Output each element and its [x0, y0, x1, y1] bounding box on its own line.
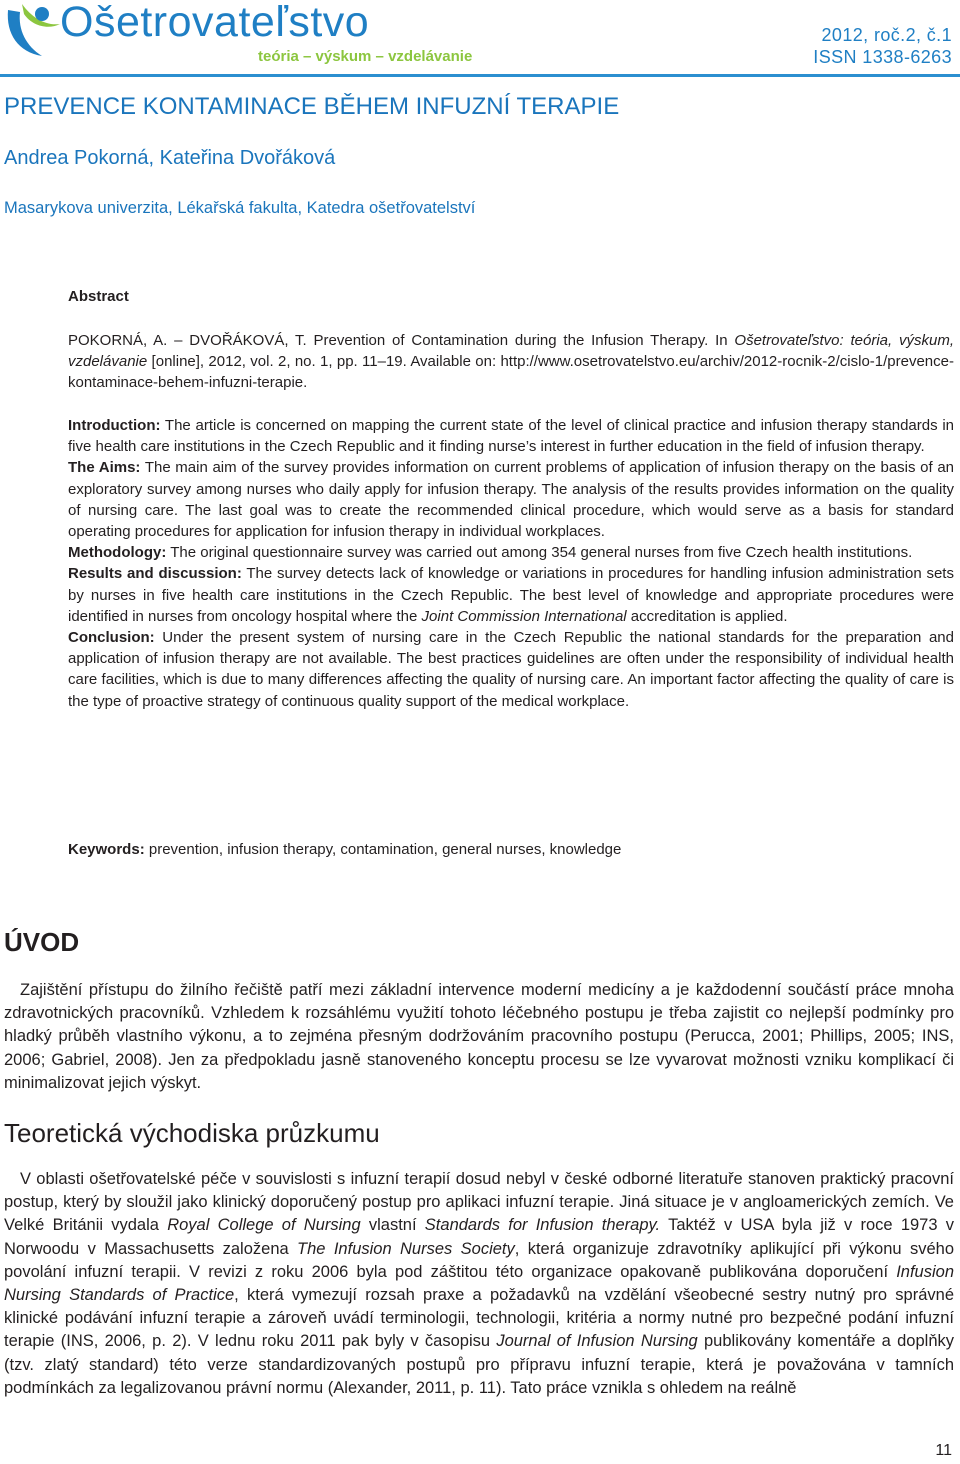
- logo-title: Ošetrovateľstvo: [60, 0, 370, 46]
- issue-info: [813, 24, 952, 68]
- conclusion-label: Conclusion:: [68, 629, 155, 647]
- introduction-text: The article is concerned on mapping the current state of the level of clinical practice and infusion therapy standards in five health care institutions in the Czech Republic and it finding nurse’s interest in further education in the field of infusion therapy.: [68, 417, 954, 456]
- logo-swoosh-icon: [2, 0, 64, 62]
- abstract-introduction: [68, 415, 954, 457]
- aims-label: The Aims:: [68, 459, 141, 477]
- issue-volume: 2012, roč.2, č.1: [821, 25, 952, 45]
- section-text-uvod: Zajištění přístupu do žilního řečiště patří mezi základní intervence moderní medicíny a je každodenní součástí práce mnoha zdravotnických pracovníků. Vzhledem k rozsáhlému využití tohoto léčebného postupu je třeba zajistit co nejlepší podmínky pro hladký průběh vlastního výkonu, a to zejména přesným dodržováním pracovního postupu (Perucca, 2001; Phillips, 2005; INS, 2006; Gabriel, 2008). Jen za předpokladu jasně stanoveného konceptu procesu se lze vyvarovat možnosti vzniku komplikací či minimalizovat jejich výskyt.: [4, 981, 954, 1092]
- theory-emphasis: Journal of Infusion Nursing: [496, 1332, 698, 1351]
- citation-part: POKORNÁ, A. – DVOŘÁKOVÁ, T. Prevention of Contamination during the Infusion Therapy. In: [68, 332, 735, 349]
- results-label: Results and discussion:: [68, 565, 242, 583]
- abstract-heading: Abstract: [68, 288, 129, 305]
- theory-emphasis: Royal College of Nursing: [167, 1216, 361, 1235]
- theory-text: V oblasti ošetřovatelské péče v souvislosti s infuzní terapií dosud nebyl v české odborné literatuře stanoven praktický pracovní postup, který by sloužil jako klinický doporučený postup pro aplikaci infuzní terapie. Jiná situace je v angloamerických zemích. Ve Velké Británii vydala: [4, 1170, 954, 1235]
- theory-text: vlastní: [360, 1216, 425, 1235]
- abstract-body: [68, 415, 954, 712]
- section-text-theory: [4, 1168, 954, 1400]
- abstract-conclusion: [68, 627, 954, 712]
- section-heading-theory: Teoretická východiska průzkumu: [4, 1118, 380, 1148]
- abstract-citation: [68, 330, 954, 394]
- citation-link[interactable]: [online], 2012, vol. 2, no. 1, pp. 11–19. Available on: http://www.osetrovatelstvo.eu/archiv/2012-rocnik-2/cislo-1/prevence-kontaminace-behem-infuzni-terapie.: [68, 353, 954, 392]
- results-text-end: accreditation is applied.: [626, 607, 788, 625]
- keywords-text: prevention, infusion therapy, contamination, general nurses, knowledge: [144, 841, 622, 858]
- logo-subtitle: teória – výskum – vzdelávanie: [258, 48, 473, 65]
- issn: ISSN 1338-6263: [813, 47, 952, 67]
- aims-text: The main aim of the survey provides information on current problems of application of infusion therapy on the basis of an exploratory survey among nurses who daily apply for infusion therapy. The analysis of the results provides information on the quality of nursing care. The last goal was to create the recommended clinical procedure, which would serve as a basis for standard operating procedures for application for infusion therapy in individual workplaces.: [68, 459, 955, 541]
- abstract-aims: [68, 457, 954, 542]
- journal-logo: [0, 0, 480, 72]
- theory-emphasis: Infusion Nursing Standards of Practice: [4, 1262, 954, 1305]
- article-affiliation: Masarykova univerzita, Lékařská fakulta, Katedra ošetřovatelství: [4, 199, 476, 217]
- keywords-label: Keywords:: [68, 841, 145, 858]
- theory-emphasis: The Infusion Nurses Society: [297, 1239, 515, 1258]
- citation-journal: Ošetrovateľstvo: teória, výskum, vzdelávanie: [68, 332, 954, 371]
- abstract-keywords: [68, 839, 954, 860]
- introduction-label: Introduction:: [68, 417, 161, 434]
- conclusion-text: Under the present system of nursing care in the Czech Republic the national standards for the preparation and application of infusion therapy are not available. The best practices guidelines are often under the responsibility of individual health care facilities, which is due to many differences affecting the quality of nursing care. An important factor affecting the quality of care is the type of proactive strategy of continuous quality support of the medical workplace.: [68, 629, 954, 710]
- methodology-text: The original questionnaire survey was carried out among 354 general nurses from five Czech health institutions.: [166, 544, 913, 562]
- abstract-methodology: [68, 542, 954, 563]
- theory-text: Taktéž v USA byla již v roce 1973 v Norwoodu v Massachusetts založena: [4, 1216, 955, 1258]
- theory-text: , která organizuje zdravotníky aplikující při výkonu svého povolání infuzní terapii. V revizi z roku 2006 byla pod záštitou této organizace opakovaně publikována doporučení: [4, 1239, 954, 1281]
- header-divider: [0, 74, 960, 77]
- theory-text: , která vymezují rozsah praxe a požadavků na vzdělání všeobecné sestry nutný pro správné klinické podávání infuzní terapie a zároveň uvádí terminologii, technologii, kritéria a normy nutné pro bezpečné podání infuzní terapie (INS, 2006, p. 2). V lednu roku 2011 pak byly v časopisu: [4, 1286, 954, 1351]
- article-authors: Andrea Pokorná, Kateřina Dvořáková: [4, 147, 336, 169]
- abstract-results: [68, 563, 954, 627]
- theory-emphasis: Standards for Infusion therapy.: [424, 1216, 661, 1235]
- page-number: 11: [935, 1442, 952, 1459]
- section-heading-uvod: ÚVOD: [4, 927, 80, 957]
- results-emphasis: Joint Commission International: [421, 607, 627, 625]
- methodology-label: Methodology:: [68, 544, 167, 562]
- results-text: The survey detects lack of knowledge or variations in procedures for handling infusion administration sets by nurses in five health care institutions in the Czech Republic. The best level of knowledge and appropriate procedures were identified in nurses from oncology hospital where the: [68, 565, 954, 625]
- theory-text: publikovány komentáře a doplňky (tzv. zlatý standard) této verze standardizovaných postupů pro přípravu infuzní terapie, která je považována v tamních podmínkách za legalizovanou právní normu (Alexander, 2011, p. 11). Tato práce vznikla s ohledem na reálně: [4, 1332, 955, 1397]
- article-title: PREVENCE KONTAMINACE BĚHEM INFUZNÍ TERAPIE: [4, 93, 620, 120]
